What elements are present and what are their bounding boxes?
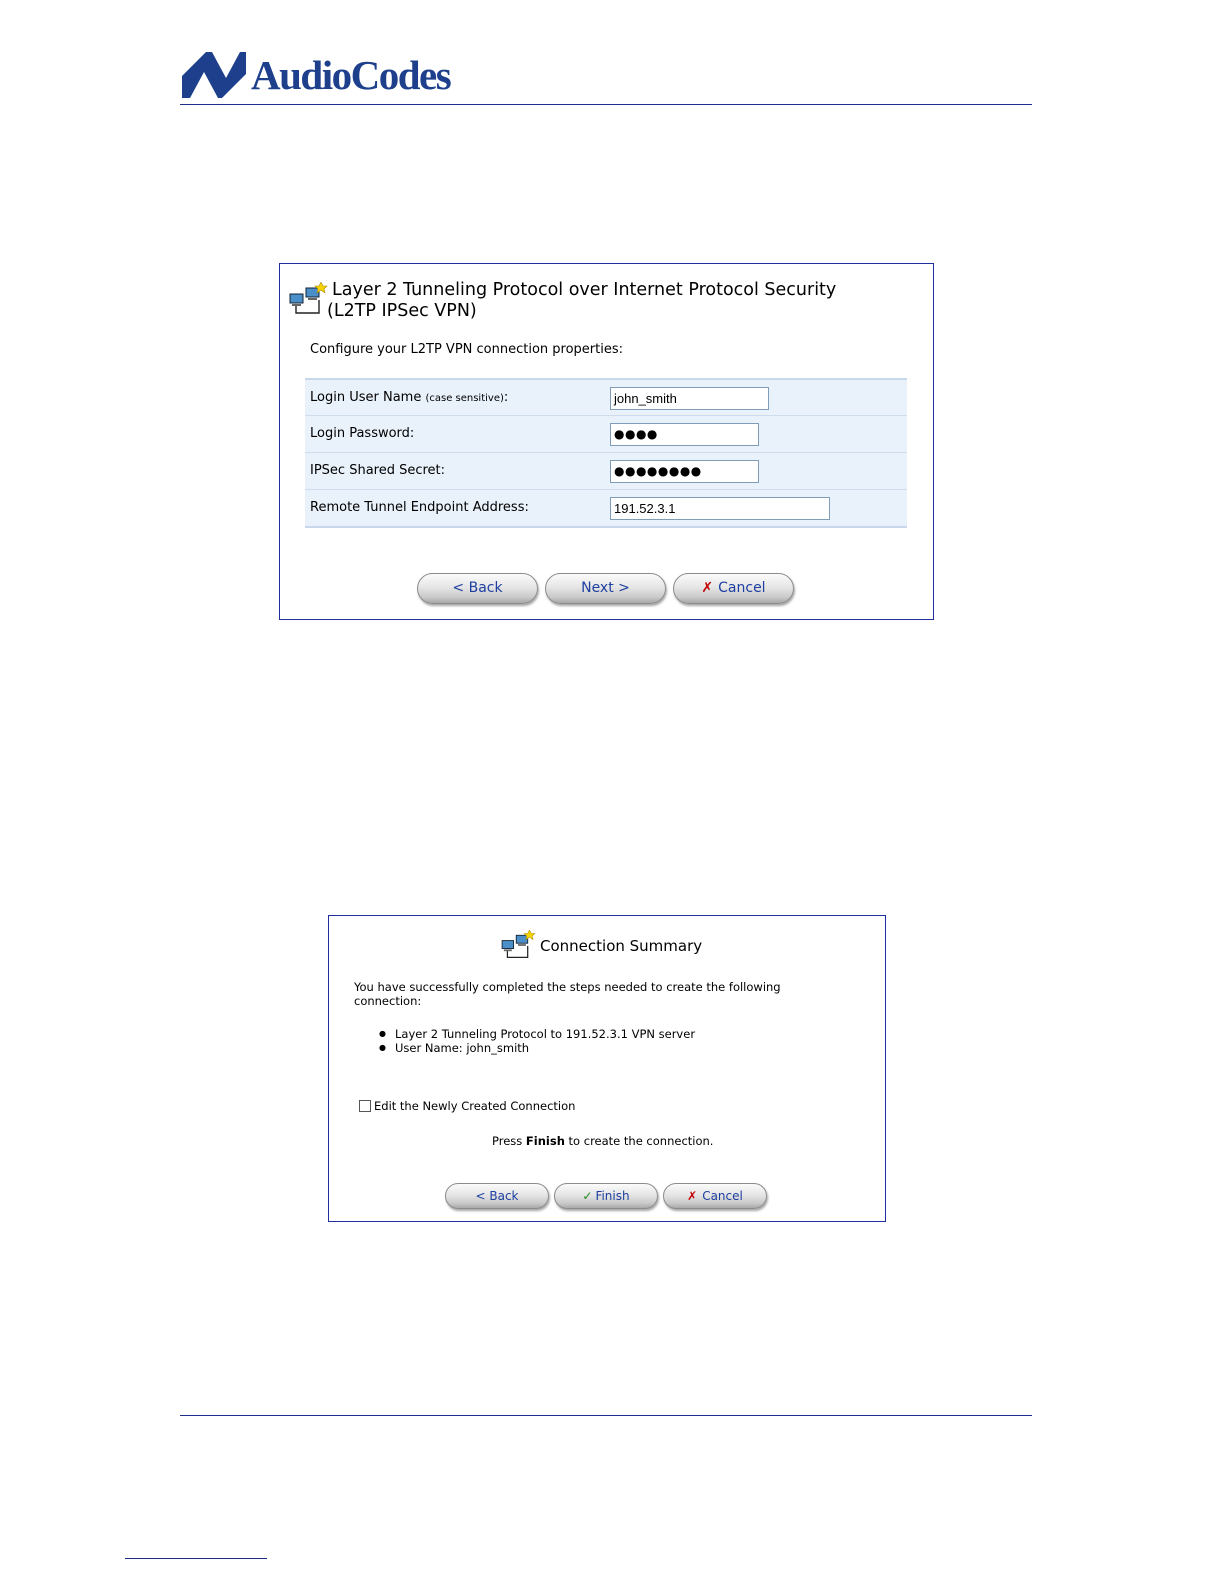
form-row-login-user-name — [305, 378, 907, 415]
header-rule — [180, 104, 1032, 105]
finish-button-label: Finish — [595, 1189, 630, 1203]
ipsec-shared-secret-label: IPSec Shared Secret: — [310, 463, 446, 478]
cancel-button-label: Cancel — [718, 580, 766, 596]
checkmark-icon: ✓ — [582, 1189, 593, 1203]
l2tp-ipsec-dialog — [279, 263, 934, 620]
cancel-button[interactable] — [663, 1183, 767, 1209]
summary-bullet-list — [377, 1027, 695, 1055]
remote-tunnel-endpoint-label: Remote Tunnel Endpoint Address: — [310, 500, 529, 515]
edit-connection-checkbox[interactable] — [359, 1100, 371, 1112]
back-button[interactable] — [445, 1183, 549, 1209]
form-row-remote-tunnel-endpoint — [305, 489, 907, 526]
connection-summary-dialog — [328, 915, 886, 1222]
back-button-label: < Back — [475, 1189, 519, 1203]
finish-button[interactable] — [554, 1183, 658, 1209]
summary-intro — [354, 980, 781, 1008]
audiocodes-logo — [182, 52, 450, 98]
footer-rule — [180, 1415, 1032, 1416]
summary-title: Connection Summary — [540, 937, 703, 955]
cancel-x-icon: ✗ — [701, 580, 714, 596]
dialog-title-line2: (L2TP IPSec VPN) — [327, 301, 477, 321]
cancel-button-label: Cancel — [702, 1189, 743, 1203]
back-button-label: < Back — [452, 580, 503, 596]
next-button[interactable] — [545, 573, 666, 604]
list-item: ● User Name: john_smith — [377, 1041, 695, 1055]
logo-text: AudioCodes — [251, 52, 451, 98]
audiocodes-logo-icon — [182, 52, 246, 98]
dialog-subtitle: Configure your L2TP VPN connection properties: — [310, 342, 623, 357]
list-item: ● Layer 2 Tunneling Protocol to 191.52.3.1 VPN server — [377, 1027, 695, 1041]
network-connection-icon — [500, 930, 536, 960]
edit-connection-label[interactable]: Edit the Newly Created Connection — [374, 1099, 576, 1113]
summary-intro-line1: You have successfully completed the steps needed to create the following — [354, 980, 781, 994]
next-button-label: Next > — [581, 580, 630, 596]
footnote-rule — [125, 1558, 267, 1559]
cancel-x-icon: ✗ — [687, 1189, 698, 1203]
dialog-title — [332, 280, 836, 301]
login-password-input[interactable]: ●●●● — [610, 423, 759, 446]
ipsec-shared-secret-input[interactable]: ●●●●●●●● — [610, 460, 759, 483]
remote-tunnel-endpoint-input[interactable]: 191.52.3.1 — [610, 497, 830, 520]
back-button[interactable] — [417, 573, 538, 604]
vpn-properties-form — [305, 378, 907, 528]
form-row-ipsec-shared-secret — [305, 452, 907, 489]
login-password-label: Login Password: — [310, 426, 415, 441]
login-user-name-label: Login User Name (case sensitive): — [310, 390, 509, 405]
dialog-title-line1: Layer 2 Tunneling Protocol over Internet Protocol Security — [332, 280, 837, 300]
summary-intro-line2: connection: — [354, 994, 422, 1008]
network-connection-icon — [288, 282, 328, 316]
form-row-login-password — [305, 415, 907, 452]
press-finish-instruction: Press Finish to create the connection. — [492, 1134, 714, 1148]
login-user-name-input[interactable]: john_smith — [610, 387, 769, 410]
cancel-button[interactable] — [673, 573, 794, 604]
